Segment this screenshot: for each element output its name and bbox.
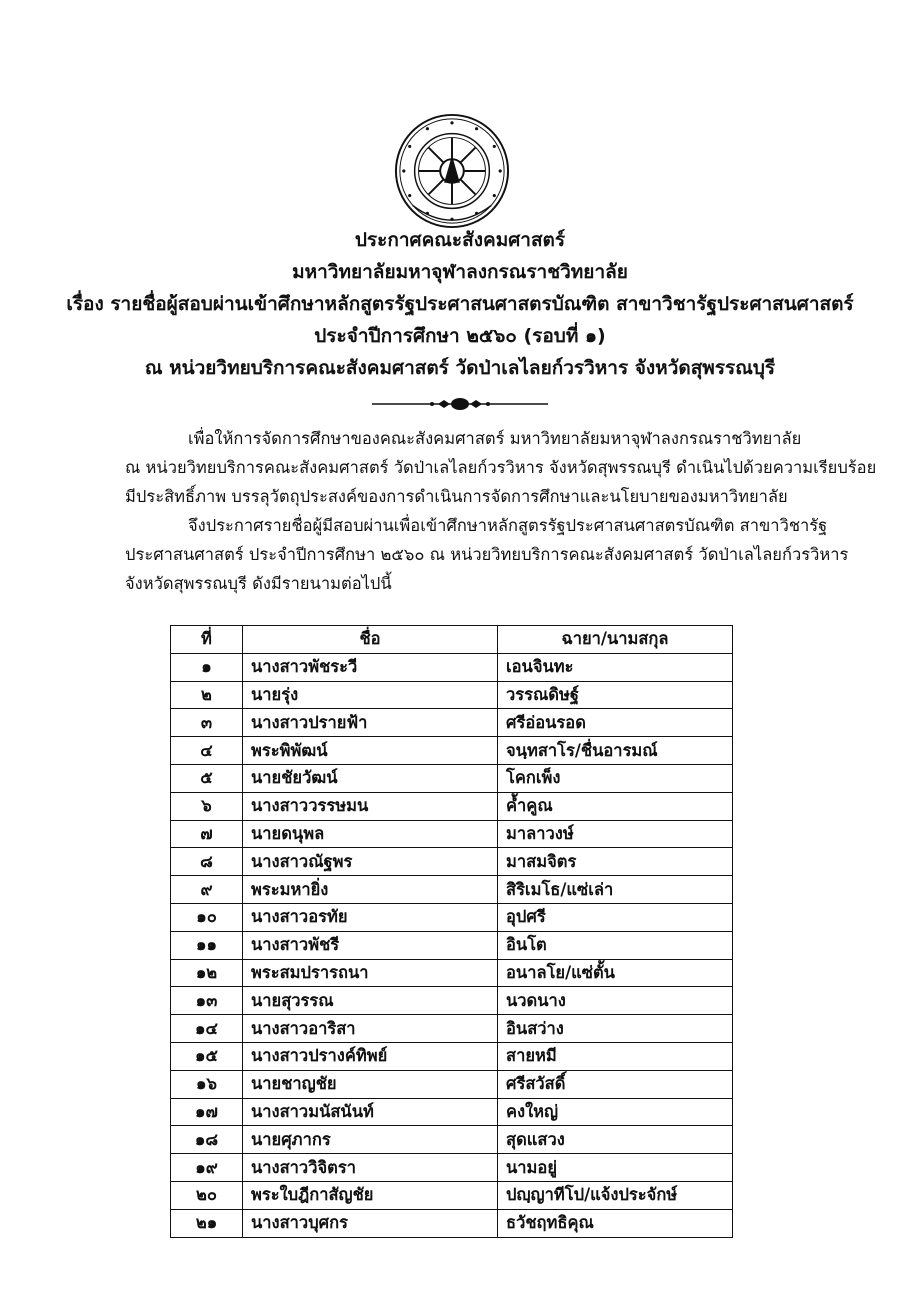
table-row — [171, 709, 733, 737]
table-row — [171, 959, 733, 987]
row-name: นายรุ่ง — [243, 681, 498, 709]
row-number: ๓ — [171, 709, 243, 737]
row-surname: อินโต — [498, 931, 733, 959]
table-row — [171, 1098, 733, 1126]
row-number: ๑๔ — [171, 1015, 243, 1043]
row-name: นางสาววรรษมน — [243, 792, 498, 820]
paragraph-2-line-1: จึงประกาศรายชื่อผู้มีสอบผ่านเพื่อเข้าศึกษาหลักสูตรรัฐประศาสนศาสตรบัณฑิต สาขาวิชารัฐ — [188, 516, 828, 535]
row-name: พระสมปรารถนา — [243, 959, 498, 987]
row-surname: สุดแสวง — [498, 1126, 733, 1154]
row-name: พระพิพัฒน์ — [243, 737, 498, 765]
row-surname: โคกเพ็ง — [498, 764, 733, 792]
row-surname: สายหมี — [498, 1042, 733, 1070]
row-number: ๑๐ — [171, 903, 243, 931]
table-row — [171, 1209, 733, 1237]
table-row — [171, 792, 733, 820]
row-number: ๑๗ — [171, 1098, 243, 1126]
table-row — [171, 653, 733, 681]
announcement-subject: เรื่อง รายชื่อผู้สอบผ่านเข้าศึกษาหลักสูตรรัฐประศาสนศาสตรบัณฑิต สาขาวิชารัฐประศาสนศาสตร์ — [66, 293, 854, 315]
row-name: นางสาวมนัสนันท์ — [243, 1098, 498, 1126]
university-name: มหาวิทยาลัยมหาจุฬาลงกรณราชวิทยาลัย — [292, 261, 628, 283]
row-number: ๕ — [171, 764, 243, 792]
table-row — [171, 876, 733, 904]
table-row — [171, 987, 733, 1015]
paragraph-1-line-3: มีประสิทธิ์ภาพ บรรลุวัตถุประสงค์ของการดำเนินการจัดการศึกษาและนโยบายของมหาวิทยาลัย — [125, 487, 788, 506]
row-name: นางสาวพัชรี — [243, 931, 498, 959]
row-surname: นวดนาง — [498, 987, 733, 1015]
table-body — [171, 653, 733, 1237]
table-row — [171, 737, 733, 765]
column-header-name: ชื่อ — [243, 626, 498, 654]
row-surname: ค้ำคูณ — [498, 792, 733, 820]
row-name: นางสาวปรางค์ทิพย์ — [243, 1042, 498, 1070]
row-number: ๑๖ — [171, 1070, 243, 1098]
row-name: นางสาวอาริสา — [243, 1015, 498, 1043]
row-number: ๔ — [171, 737, 243, 765]
table-row — [171, 1181, 733, 1209]
row-surname: เอนจินทะ — [498, 653, 733, 681]
row-number: ๒๑ — [171, 1209, 243, 1237]
row-surname: อุปศรี — [498, 903, 733, 931]
row-surname: อนาลโย/แซ่ตั้น — [498, 959, 733, 987]
row-number: ๑๓ — [171, 987, 243, 1015]
campus-location: ณ หน่วยวิทยบริการคณะสังคมศาสตร์ วัดป่าเลไลยก์วรวิหาร จังหวัดสุพรรณบุรี — [144, 357, 776, 379]
table-row — [171, 1154, 733, 1182]
column-header-number: ที่ — [171, 626, 243, 654]
row-number: ๗ — [171, 820, 243, 848]
ornament-divider-icon — [372, 396, 548, 412]
row-number: ๑๕ — [171, 1042, 243, 1070]
table-row — [171, 764, 733, 792]
row-number: ๒ — [171, 681, 243, 709]
row-surname: สิริเมโธ/แซ่เล่า — [498, 876, 733, 904]
row-number: ๒๐ — [171, 1181, 243, 1209]
row-surname: มาลาวงษ์ — [498, 820, 733, 848]
row-name: นายชัยวัฒน์ — [243, 764, 498, 792]
paragraph-2-line-3: จังหวัดสุพรรณบุรี ดังมีรายนามต่อไปนี้ — [125, 574, 392, 593]
row-surname: วรรณดิษฐ์ — [498, 681, 733, 709]
row-surname: ปญฺญาทีโป/แจ้งประจักษ์ — [498, 1181, 733, 1209]
row-number: ๙ — [171, 876, 243, 904]
academic-year: ประจำปีการศึกษา ๒๕๖๐ (รอบที่ ๑) — [314, 325, 606, 347]
table-row — [171, 1042, 733, 1070]
table-row — [171, 1126, 733, 1154]
row-name: นางสาวบุศกร — [243, 1209, 498, 1237]
row-name: นายศุภากร — [243, 1126, 498, 1154]
row-number: ๖ — [171, 792, 243, 820]
row-name: นางสาวปรายฟ้า — [243, 709, 498, 737]
candidate-table — [170, 625, 733, 1238]
row-number: ๑ — [171, 653, 243, 681]
row-name: นายสุวรรณ — [243, 987, 498, 1015]
table-row — [171, 1015, 733, 1043]
row-number: ๑๘ — [171, 1126, 243, 1154]
row-name: นางสาวอรทัย — [243, 903, 498, 931]
table-row — [171, 681, 733, 709]
row-name: นางสาววิจิตรา — [243, 1154, 498, 1182]
column-header-surname: ฉายา/นามสกุล — [498, 626, 733, 654]
row-surname: ศรีอ่อนรอด — [498, 709, 733, 737]
row-name: พระใบฎีกาสัญชัย — [243, 1181, 498, 1209]
row-surname: อินสว่าง — [498, 1015, 733, 1043]
row-number: ๑๒ — [171, 959, 243, 987]
paragraph-1-line-1: เพื่อให้การจัดการศึกษาของคณะสังคมศาสตร์ มหาวิทยาลัยมหาจุฬาลงกรณราชวิทยาลัย — [188, 429, 802, 448]
row-surname: คงใหญ่ — [498, 1098, 733, 1126]
row-number: ๑๙ — [171, 1154, 243, 1182]
table-row — [171, 848, 733, 876]
row-name: นางสาวณัฐพร — [243, 848, 498, 876]
university-seal-icon — [393, 112, 511, 230]
table-row — [171, 931, 733, 959]
table-row — [171, 903, 733, 931]
row-number: ๘ — [171, 848, 243, 876]
paragraph-2-line-2: ประศาสนศาสตร์ ประจำปีการศึกษา ๒๕๖๐ ณ หน่วยวิทยบริการคณะสังคมศาสตร์ วัดป่าเลไลยก์วรวิหาร — [125, 545, 849, 564]
table-header-row — [171, 626, 733, 654]
row-name: นางสาวพัชระวี — [243, 653, 498, 681]
row-surname: มาสมจิตร — [498, 848, 733, 876]
row-name: นายดนุพล — [243, 820, 498, 848]
row-surname: ศรีสวัสดิ์ — [498, 1070, 733, 1098]
row-name: พระมหายิ่ง — [243, 876, 498, 904]
paragraph-1-line-2: ณ หน่วยวิทยบริการคณะสังคมศาสตร์ วัดป่าเลไลยก์วรวิหาร จังหวัดสุพรรณบุรี ดำเนินไปด้วยความเรียบร้อย — [125, 458, 877, 477]
row-name: นายชาญชัย — [243, 1070, 498, 1098]
table-row — [171, 1070, 733, 1098]
row-surname: จนฺทสาโร/ชื่นอารมณ์ — [498, 737, 733, 765]
announcement-title: ประกาศคณะสังคมศาสตร์ — [354, 229, 566, 251]
row-number: ๑๑ — [171, 931, 243, 959]
row-surname: นามอยู่ — [498, 1154, 733, 1182]
row-surname: ธวัชฤทธิคุณ — [498, 1209, 733, 1237]
table-row — [171, 820, 733, 848]
